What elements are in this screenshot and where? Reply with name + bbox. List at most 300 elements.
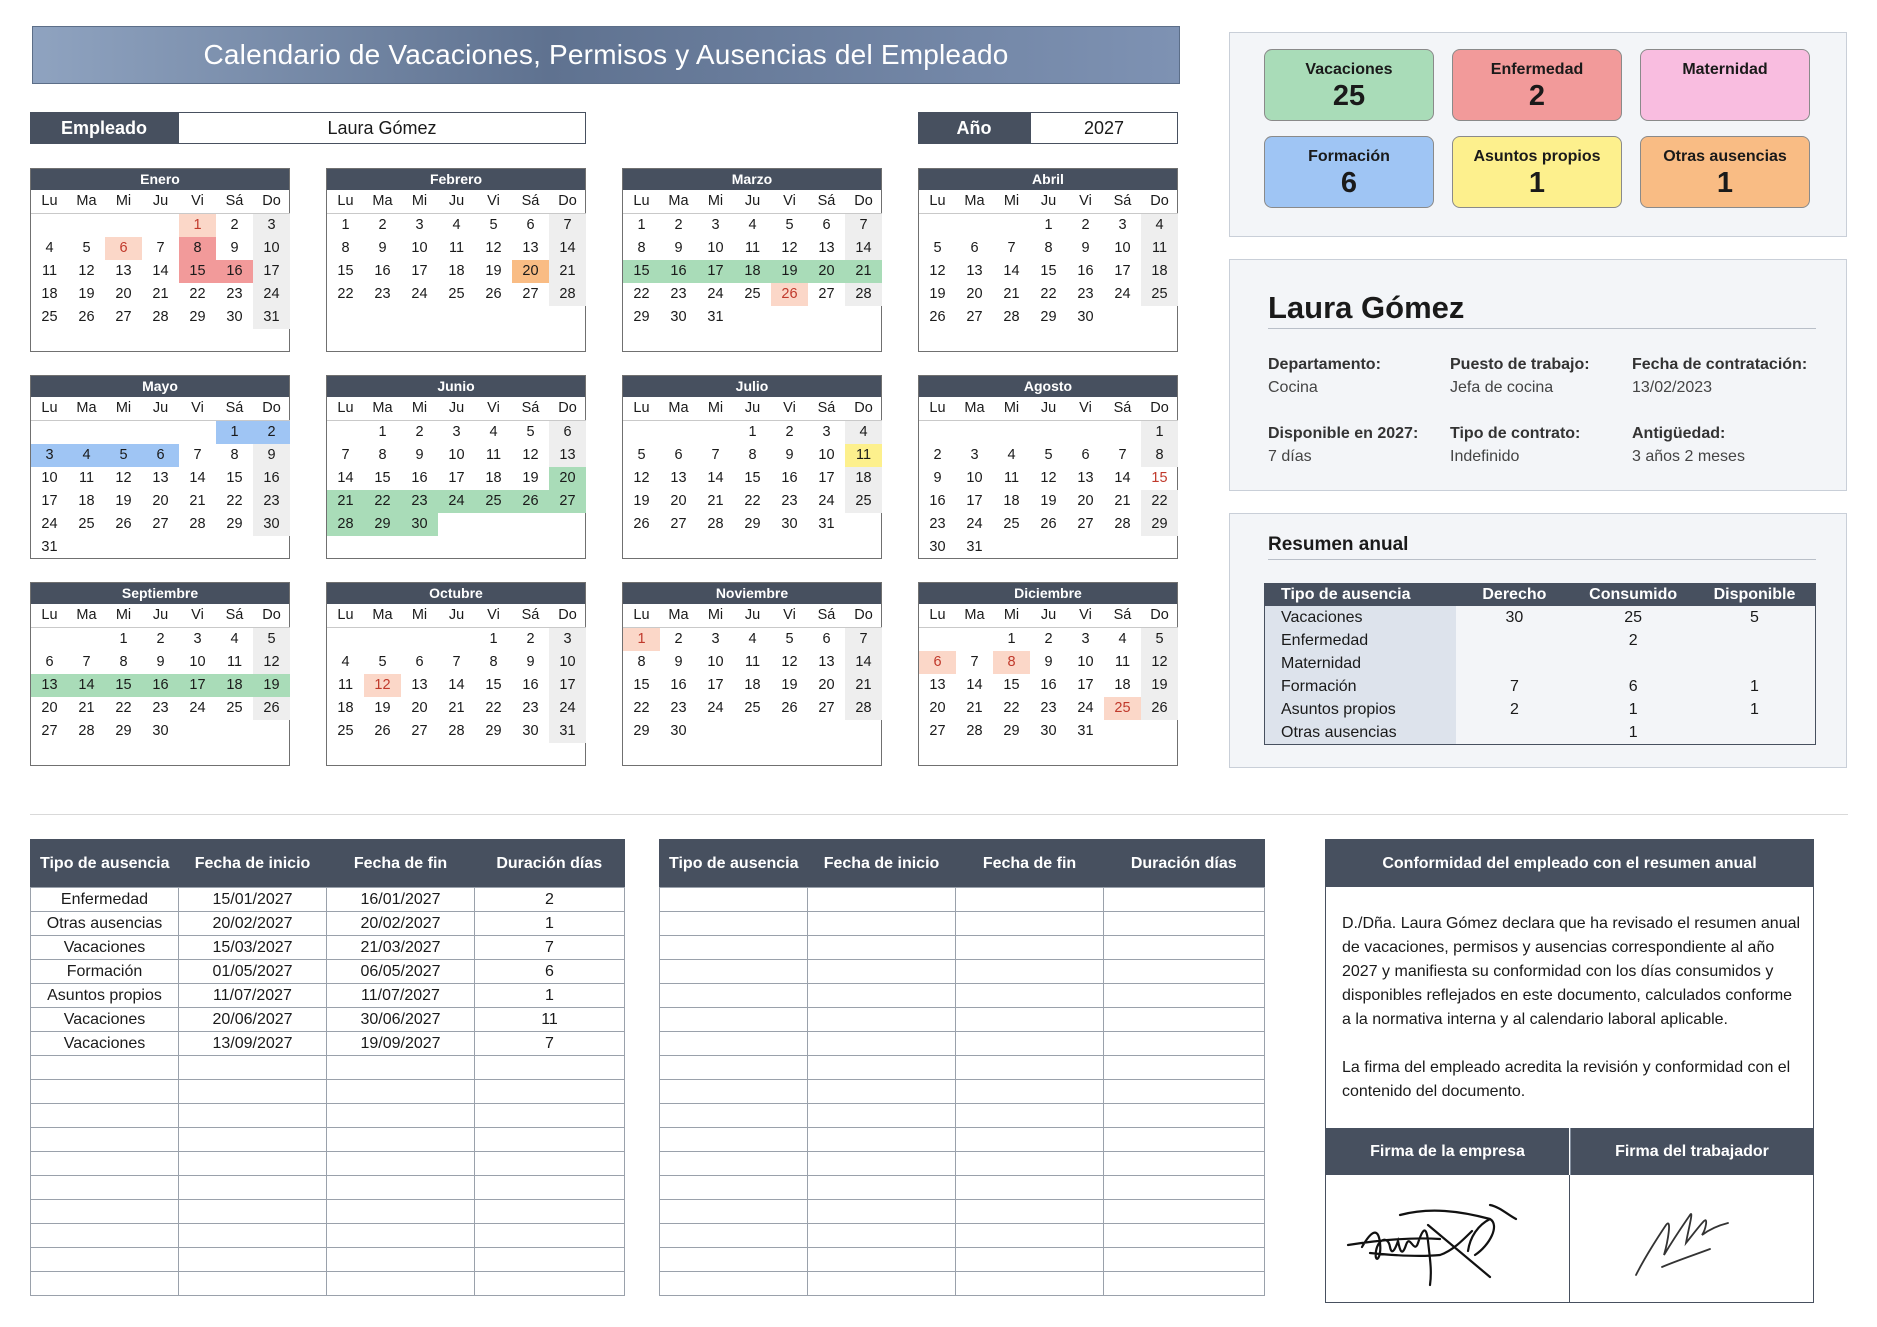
- calendar-day[interactable]: 9: [156, 654, 165, 670]
- calendar-day[interactable]: 24: [41, 516, 58, 532]
- calendar-day[interactable]: 21: [152, 286, 169, 302]
- calendar-day[interactable]: 7: [845, 628, 882, 651]
- calendar-day[interactable]: 4: [230, 631, 239, 647]
- calendar-day[interactable]: 19: [78, 286, 95, 302]
- calendar-day[interactable]: 7: [156, 240, 165, 256]
- absence-cell[interactable]: [1104, 1008, 1265, 1032]
- calendar-day[interactable]: 26: [253, 697, 290, 720]
- absence-cell[interactable]: 01/05/2027: [179, 960, 327, 984]
- calendar-day[interactable]: 21: [448, 700, 465, 716]
- calendar-day[interactable]: 8: [993, 651, 1030, 674]
- calendar-day[interactable]: 28: [966, 723, 983, 739]
- calendar-day[interactable]: 5: [526, 424, 535, 440]
- calendar-day[interactable]: 29: [115, 723, 132, 739]
- calendar-day[interactable]: 22: [485, 700, 502, 716]
- absence-cell[interactable]: [956, 1032, 1104, 1056]
- absence-cell[interactable]: [808, 1056, 956, 1080]
- absence-cell[interactable]: [31, 1128, 179, 1152]
- calendar-day[interactable]: 27: [115, 309, 132, 325]
- absence-cell[interactable]: [808, 1008, 956, 1032]
- calendar-day[interactable]: 3: [1118, 217, 1127, 233]
- calendar-day[interactable]: 7: [82, 654, 91, 670]
- calendar-day[interactable]: 29: [364, 513, 401, 536]
- calendar-day[interactable]: 27: [1077, 516, 1094, 532]
- absence-cell[interactable]: 11: [475, 1008, 625, 1032]
- calendar-day[interactable]: 20: [411, 700, 428, 716]
- calendar-day[interactable]: 10: [41, 470, 58, 486]
- absence-cell[interactable]: [808, 1272, 956, 1296]
- calendar-day[interactable]: 31: [41, 539, 58, 555]
- calendar-day[interactable]: 5: [785, 217, 794, 233]
- calendar-day[interactable]: 11: [744, 654, 761, 670]
- calendar-day[interactable]: 23: [152, 700, 169, 716]
- calendar-day[interactable]: 25: [845, 490, 882, 513]
- calendar-day[interactable]: 3: [193, 631, 202, 647]
- calendar-day[interactable]: 3: [822, 424, 831, 440]
- calendar-day[interactable]: 9: [674, 654, 683, 670]
- calendar-day[interactable]: 13: [818, 240, 835, 256]
- calendar-day[interactable]: 12: [115, 470, 132, 486]
- calendar-day[interactable]: 26: [374, 723, 391, 739]
- calendar-day[interactable]: 26: [485, 286, 502, 302]
- calendar-day[interactable]: 22: [633, 700, 650, 716]
- calendar-day[interactable]: 18: [1141, 260, 1178, 283]
- calendar-day[interactable]: 10: [549, 651, 586, 674]
- calendar-day[interactable]: 1: [119, 631, 128, 647]
- absence-cell[interactable]: [475, 1152, 625, 1176]
- calendar-day[interactable]: 24: [253, 283, 290, 306]
- calendar-day[interactable]: 2: [674, 217, 683, 233]
- absence-cell[interactable]: [179, 1272, 327, 1296]
- calendar-day[interactable]: 1: [1007, 631, 1016, 647]
- absence-cell[interactable]: [31, 1248, 179, 1272]
- calendar-day[interactable]: 23: [522, 700, 539, 716]
- calendar-day[interactable]: 14: [966, 677, 983, 693]
- absence-cell[interactable]: 15/03/2027: [179, 936, 327, 960]
- calendar-day[interactable]: 2: [253, 421, 290, 444]
- absence-cell[interactable]: [660, 1152, 808, 1176]
- calendar-day[interactable]: 8: [119, 654, 128, 670]
- calendar-day[interactable]: 16: [1077, 263, 1094, 279]
- calendar-day[interactable]: 7: [193, 447, 202, 463]
- calendar-day[interactable]: 14: [845, 651, 882, 674]
- calendar-day[interactable]: 3: [549, 628, 586, 651]
- calendar-day[interactable]: 15: [1003, 677, 1020, 693]
- calendar-day[interactable]: 27: [670, 516, 687, 532]
- calendar-day[interactable]: 22: [364, 490, 401, 513]
- calendar-day[interactable]: 24: [438, 490, 475, 513]
- absence-cell[interactable]: [660, 1056, 808, 1080]
- absence-cell[interactable]: [1104, 1272, 1265, 1296]
- calendar-day[interactable]: 7: [845, 214, 882, 237]
- calendar-day[interactable]: 20: [512, 260, 549, 283]
- calendar-day[interactable]: 16: [253, 467, 290, 490]
- absence-cell[interactable]: Asuntos propios: [31, 984, 179, 1008]
- calendar-day[interactable]: 19: [253, 674, 290, 697]
- calendar-day[interactable]: 18: [216, 674, 253, 697]
- calendar-day[interactable]: 17: [448, 470, 465, 486]
- absence-cell[interactable]: [1104, 984, 1265, 1008]
- calendar-day[interactable]: 12: [78, 263, 95, 279]
- calendar-day[interactable]: 15: [179, 260, 216, 283]
- absence-cell[interactable]: [31, 1200, 179, 1224]
- calendar-day[interactable]: 10: [707, 654, 724, 670]
- calendar-day[interactable]: 13: [670, 470, 687, 486]
- calendar-day[interactable]: 30: [1077, 309, 1094, 325]
- absence-cell[interactable]: [1104, 1128, 1265, 1152]
- calendar-day[interactable]: 25: [744, 286, 761, 302]
- calendar-day[interactable]: 19: [1040, 493, 1057, 509]
- calendar-day[interactable]: 9: [415, 447, 424, 463]
- calendar-day[interactable]: 17: [697, 260, 734, 283]
- calendar-day[interactable]: 20: [41, 700, 58, 716]
- absence-cell[interactable]: [660, 1080, 808, 1104]
- calendar-day[interactable]: 17: [1077, 677, 1094, 693]
- calendar-day[interactable]: 10: [1114, 240, 1131, 256]
- calendar-day[interactable]: 1: [748, 424, 757, 440]
- calendar-day[interactable]: 15: [1040, 263, 1057, 279]
- calendar-day[interactable]: 28: [549, 283, 586, 306]
- calendar-day[interactable]: 13: [31, 674, 68, 697]
- calendar-day[interactable]: 28: [78, 723, 95, 739]
- calendar-day[interactable]: 13: [1077, 470, 1094, 486]
- absence-cell[interactable]: 20/02/2027: [179, 912, 327, 936]
- calendar-day[interactable]: 26: [781, 700, 798, 716]
- absence-cell[interactable]: 16/01/2027: [327, 888, 475, 912]
- absence-cell[interactable]: [956, 1176, 1104, 1200]
- absence-cell[interactable]: [660, 936, 808, 960]
- calendar-day[interactable]: 12: [364, 674, 401, 697]
- calendar-day[interactable]: 10: [818, 447, 835, 463]
- calendar-day[interactable]: 16: [929, 493, 946, 509]
- absence-cell[interactable]: [808, 1080, 956, 1104]
- calendar-day[interactable]: 21: [327, 490, 364, 513]
- calendar-day[interactable]: 3: [253, 214, 290, 237]
- absence-cell[interactable]: [808, 936, 956, 960]
- calendar-day[interactable]: 13: [522, 240, 539, 256]
- calendar-day[interactable]: 26: [512, 490, 549, 513]
- absence-cell[interactable]: 13/09/2027: [179, 1032, 327, 1056]
- absence-cell[interactable]: [660, 912, 808, 936]
- absence-cell[interactable]: [956, 1248, 1104, 1272]
- calendar-day[interactable]: 26: [78, 309, 95, 325]
- calendar-day[interactable]: 31: [966, 539, 983, 555]
- absence-cell[interactable]: [1104, 1200, 1265, 1224]
- absence-cell[interactable]: [660, 1104, 808, 1128]
- calendar-day[interactable]: 25: [337, 723, 354, 739]
- calendar-day[interactable]: 28: [189, 516, 206, 532]
- absence-cell[interactable]: [956, 936, 1104, 960]
- calendar-day[interactable]: 15: [744, 470, 761, 486]
- calendar-day[interactable]: 16: [781, 470, 798, 486]
- calendar-day[interactable]: 19: [374, 700, 391, 716]
- calendar-day[interactable]: 17: [707, 677, 724, 693]
- absence-cell[interactable]: Formación: [31, 960, 179, 984]
- calendar-day[interactable]: 3: [1081, 631, 1090, 647]
- calendar-day[interactable]: 22: [115, 700, 132, 716]
- absence-cell[interactable]: [808, 1128, 956, 1152]
- calendar-day[interactable]: 25: [1003, 516, 1020, 532]
- calendar-day[interactable]: 24: [1114, 286, 1131, 302]
- absence-cell[interactable]: [475, 1080, 625, 1104]
- calendar-day[interactable]: 23: [781, 493, 798, 509]
- calendar-day[interactable]: 6: [1081, 447, 1090, 463]
- calendar-day[interactable]: 22: [1003, 700, 1020, 716]
- calendar-day[interactable]: 10: [189, 654, 206, 670]
- calendar-day[interactable]: 6: [822, 217, 831, 233]
- calendar-day[interactable]: 5: [933, 240, 942, 256]
- absence-cell[interactable]: [956, 1200, 1104, 1224]
- absence-cell[interactable]: [475, 1248, 625, 1272]
- calendar-day[interactable]: 12: [929, 263, 946, 279]
- calendar-day[interactable]: 1: [341, 217, 350, 233]
- absence-cell[interactable]: [660, 1248, 808, 1272]
- calendar-day[interactable]: 6: [970, 240, 979, 256]
- calendar-day[interactable]: 14: [845, 237, 882, 260]
- calendar-day[interactable]: 23: [1040, 700, 1057, 716]
- calendar-day[interactable]: 28: [707, 516, 724, 532]
- calendar-day[interactable]: 8: [230, 447, 239, 463]
- calendar-day[interactable]: 21: [1003, 286, 1020, 302]
- calendar-day[interactable]: 17: [41, 493, 58, 509]
- calendar-day[interactable]: 22: [1141, 490, 1178, 513]
- absence-cell[interactable]: [475, 1200, 625, 1224]
- absence-cell[interactable]: [956, 1104, 1104, 1128]
- absence-cell[interactable]: [660, 1176, 808, 1200]
- calendar-day[interactable]: 18: [1114, 677, 1131, 693]
- absence-cell[interactable]: [475, 1128, 625, 1152]
- absence-cell[interactable]: [1104, 1080, 1265, 1104]
- employee-field[interactable]: Laura Gómez: [178, 112, 586, 144]
- calendar-day[interactable]: 28: [1114, 516, 1131, 532]
- calendar-day[interactable]: 8: [378, 447, 387, 463]
- calendar-day[interactable]: 23: [1077, 286, 1094, 302]
- calendar-day[interactable]: 5: [785, 631, 794, 647]
- calendar-day[interactable]: 31: [1077, 723, 1094, 739]
- calendar-day[interactable]: 16: [670, 677, 687, 693]
- calendar-day[interactable]: 14: [1114, 470, 1131, 486]
- calendar-day[interactable]: 6: [45, 654, 54, 670]
- absence-cell[interactable]: 11/07/2027: [179, 984, 327, 1008]
- calendar-day[interactable]: 22: [633, 286, 650, 302]
- calendar-day[interactable]: 1: [1044, 217, 1053, 233]
- calendar-day[interactable]: 16: [660, 260, 697, 283]
- calendar-day[interactable]: 8: [341, 240, 350, 256]
- calendar-day[interactable]: 3: [711, 631, 720, 647]
- calendar-day[interactable]: 7: [1118, 447, 1127, 463]
- calendar-day[interactable]: 1: [1141, 421, 1178, 444]
- calendar-day[interactable]: 11: [226, 654, 243, 670]
- calendar-day[interactable]: 1: [179, 214, 216, 237]
- calendar-day[interactable]: 13: [818, 654, 835, 670]
- calendar-day[interactable]: 13: [966, 263, 983, 279]
- calendar-day[interactable]: 15: [485, 677, 502, 693]
- absence-cell[interactable]: [327, 1248, 475, 1272]
- absence-cell[interactable]: [808, 888, 956, 912]
- calendar-day[interactable]: 30: [670, 309, 687, 325]
- calendar-day[interactable]: 6: [526, 217, 535, 233]
- calendar-day[interactable]: 18: [744, 677, 761, 693]
- calendar-day[interactable]: 29: [1003, 723, 1020, 739]
- absence-cell[interactable]: [31, 1176, 179, 1200]
- calendar-day[interactable]: 2: [933, 447, 942, 463]
- absence-cell[interactable]: [956, 1224, 1104, 1248]
- calendar-day[interactable]: 25: [744, 700, 761, 716]
- absence-cell[interactable]: 19/09/2027: [327, 1032, 475, 1056]
- calendar-day[interactable]: 24: [966, 516, 983, 532]
- calendar-day[interactable]: 6: [549, 421, 586, 444]
- calendar-day[interactable]: 23: [929, 516, 946, 532]
- calendar-day[interactable]: 30: [781, 516, 798, 532]
- absence-cell[interactable]: [179, 1128, 327, 1152]
- calendar-day[interactable]: 4: [489, 424, 498, 440]
- calendar-day[interactable]: 4: [748, 217, 757, 233]
- calendar-day[interactable]: 9: [674, 240, 683, 256]
- absence-cell[interactable]: [808, 1104, 956, 1128]
- absence-cell[interactable]: [179, 1200, 327, 1224]
- absence-cell[interactable]: 11/07/2027: [327, 984, 475, 1008]
- absence-cell[interactable]: 30/06/2027: [327, 1008, 475, 1032]
- absence-cell[interactable]: [808, 1032, 956, 1056]
- calendar-day[interactable]: 18: [1003, 493, 1020, 509]
- calendar-day[interactable]: 13: [411, 677, 428, 693]
- calendar-day[interactable]: 8: [489, 654, 498, 670]
- calendar-day[interactable]: 1: [216, 421, 253, 444]
- calendar-day[interactable]: 20: [808, 260, 845, 283]
- calendar-day[interactable]: 2: [785, 424, 794, 440]
- calendar-day[interactable]: 19: [115, 493, 132, 509]
- calendar-day[interactable]: 1: [637, 217, 646, 233]
- calendar-day[interactable]: 7: [341, 447, 350, 463]
- absence-cell[interactable]: [660, 1272, 808, 1296]
- absence-cell[interactable]: [179, 1152, 327, 1176]
- calendar-day[interactable]: 27: [41, 723, 58, 739]
- calendar-day[interactable]: 23: [226, 286, 243, 302]
- calendar-day[interactable]: 13: [549, 444, 586, 467]
- calendar-day[interactable]: 7: [452, 654, 461, 670]
- calendar-day[interactable]: 5: [253, 628, 290, 651]
- calendar-day[interactable]: 20: [1077, 493, 1094, 509]
- calendar-day[interactable]: 11: [337, 677, 354, 693]
- calendar-day[interactable]: 15: [337, 263, 354, 279]
- absence-cell[interactable]: [660, 1200, 808, 1224]
- calendar-day[interactable]: 17: [411, 263, 428, 279]
- calendar-day[interactable]: 6: [674, 447, 683, 463]
- calendar-day[interactable]: 16: [216, 260, 253, 283]
- calendar-day[interactable]: 27: [966, 309, 983, 325]
- calendar-day[interactable]: 28: [152, 309, 169, 325]
- calendar-day[interactable]: 30: [670, 723, 687, 739]
- calendar-day[interactable]: 5: [82, 240, 91, 256]
- calendar-day[interactable]: 25: [475, 490, 512, 513]
- calendar-day[interactable]: 21: [189, 493, 206, 509]
- calendar-day[interactable]: 2: [156, 631, 165, 647]
- calendar-day[interactable]: 20: [670, 493, 687, 509]
- calendar-day[interactable]: 12: [781, 240, 798, 256]
- calendar-day[interactable]: 17: [818, 470, 835, 486]
- absence-cell[interactable]: [808, 960, 956, 984]
- absence-cell[interactable]: [1104, 960, 1265, 984]
- calendar-day[interactable]: 5: [105, 444, 142, 467]
- absence-cell[interactable]: 20/06/2027: [179, 1008, 327, 1032]
- absence-cell[interactable]: 21/03/2027: [327, 936, 475, 960]
- calendar-day[interactable]: 4: [1118, 631, 1127, 647]
- calendar-day[interactable]: 28: [845, 697, 882, 720]
- calendar-day[interactable]: 24: [1077, 700, 1094, 716]
- calendar-day[interactable]: 22: [226, 493, 243, 509]
- calendar-day[interactable]: 26: [771, 283, 808, 306]
- calendar-day[interactable]: 29: [744, 516, 761, 532]
- calendar-day[interactable]: 19: [485, 263, 502, 279]
- calendar-day[interactable]: 18: [41, 286, 58, 302]
- calendar-day[interactable]: 16: [522, 677, 539, 693]
- absence-cell[interactable]: [956, 1272, 1104, 1296]
- calendar-day[interactable]: 17: [179, 674, 216, 697]
- absence-cell[interactable]: Otras ausencias: [31, 912, 179, 936]
- calendar-day[interactable]: 10: [448, 447, 465, 463]
- calendar-day[interactable]: 28: [1003, 309, 1020, 325]
- calendar-day[interactable]: 9: [1044, 654, 1053, 670]
- calendar-day[interactable]: 11: [1003, 470, 1020, 486]
- absence-cell[interactable]: 2: [475, 888, 625, 912]
- calendar-day[interactable]: 3: [970, 447, 979, 463]
- absence-cell[interactable]: [327, 1272, 475, 1296]
- absence-cell[interactable]: [808, 1152, 956, 1176]
- calendar-day[interactable]: 10: [253, 237, 290, 260]
- calendar-day[interactable]: 18: [78, 493, 95, 509]
- absence-cell[interactable]: [475, 1272, 625, 1296]
- calendar-day[interactable]: 4: [1141, 214, 1178, 237]
- calendar-day[interactable]: 20: [966, 286, 983, 302]
- calendar-day[interactable]: 1: [489, 631, 498, 647]
- calendar-day[interactable]: 15: [633, 677, 650, 693]
- calendar-day[interactable]: 28: [845, 283, 882, 306]
- calendar-day[interactable]: 25: [41, 309, 58, 325]
- calendar-day[interactable]: 25: [1104, 697, 1141, 720]
- calendar-day[interactable]: 9: [933, 470, 942, 486]
- calendar-day[interactable]: 30: [152, 723, 169, 739]
- calendar-day[interactable]: 13: [115, 263, 132, 279]
- absence-cell[interactable]: [31, 1272, 179, 1296]
- calendar-day[interactable]: 21: [707, 493, 724, 509]
- calendar-day[interactable]: 9: [785, 447, 794, 463]
- calendar-day[interactable]: 21: [966, 700, 983, 716]
- absence-cell[interactable]: [1104, 1152, 1265, 1176]
- absence-cell[interactable]: [179, 1104, 327, 1128]
- calendar-day[interactable]: 26: [633, 516, 650, 532]
- calendar-day[interactable]: 8: [179, 237, 216, 260]
- calendar-day[interactable]: 23: [253, 490, 290, 513]
- calendar-day[interactable]: 14: [1003, 263, 1020, 279]
- calendar-day[interactable]: 23: [401, 490, 438, 513]
- calendar-day[interactable]: 27: [549, 490, 586, 513]
- calendar-day[interactable]: 12: [1141, 651, 1178, 674]
- calendar-day[interactable]: 23: [670, 700, 687, 716]
- calendar-day[interactable]: 18: [734, 260, 771, 283]
- calendar-day[interactable]: 18: [448, 263, 465, 279]
- absence-cell[interactable]: [1104, 912, 1265, 936]
- calendar-day[interactable]: 6: [142, 444, 179, 467]
- calendar-day[interactable]: 9: [1081, 240, 1090, 256]
- absence-cell[interactable]: [327, 1128, 475, 1152]
- absence-cell[interactable]: [660, 888, 808, 912]
- calendar-day[interactable]: 16: [411, 470, 428, 486]
- absence-cell[interactable]: [956, 1152, 1104, 1176]
- absence-cell[interactable]: [808, 984, 956, 1008]
- calendar-day[interactable]: 22: [189, 286, 206, 302]
- calendar-day[interactable]: 14: [707, 470, 724, 486]
- calendar-day[interactable]: 27: [522, 286, 539, 302]
